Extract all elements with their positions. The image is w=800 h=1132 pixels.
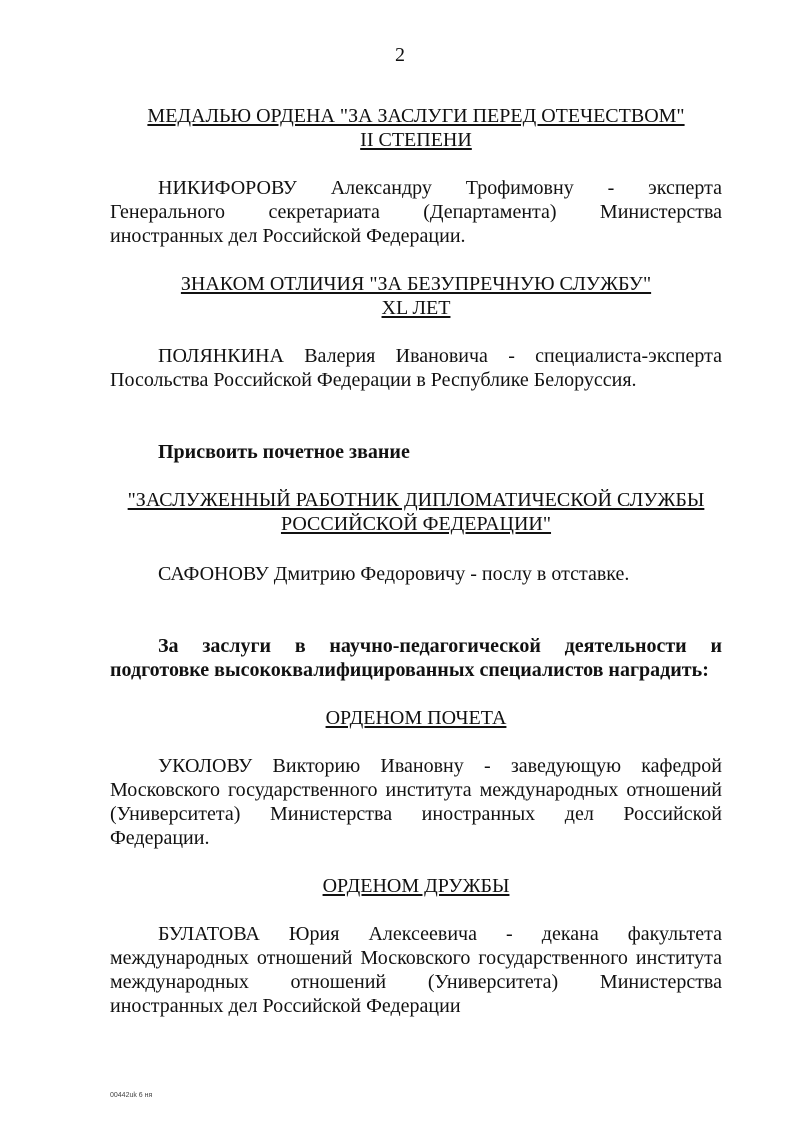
badge-recipient-paragraph: ПОЛЯНКИНА Валерия Ивановича - специалиста-эксперта Посольства Российской Федерации в Республике Белоруссия. <box>110 345 722 391</box>
title-heading-line2: РОССИЙСКОЙ ФЕДЕРАЦИИ" <box>280 513 552 535</box>
page-number: 2 <box>395 44 405 66</box>
badge-heading-line1: ЗНАКОМ ОТЛИЧИЯ "ЗА БЕЗУПРЕЧНУЮ СЛУЖБУ" <box>180 273 652 295</box>
title-recipient-paragraph: САФОНОВУ Дмитрию Федоровичу - послу в отставке. <box>158 563 630 585</box>
merit-intro: За заслуги в научно-педагогической деятельности и подготовке высококвалифицированных специалистов наградить: <box>110 635 722 681</box>
friendship-heading <box>110 874 722 898</box>
badge-heading-line2: XL ЛЕТ <box>381 297 451 319</box>
medal-heading <box>110 104 722 152</box>
title-intro: Присвоить почетное звание <box>158 441 410 463</box>
title-heading-line1: "ЗАСЛУЖЕННЫЙ РАБОТНИК ДИПЛОМАТИЧЕСКОЙ СЛУЖБЫ <box>127 489 705 511</box>
friendship-heading-text: ОРДЕНОМ ДРУЖБЫ <box>322 875 510 897</box>
badge-heading <box>110 272 722 320</box>
friendship-recipient-paragraph: БУЛАТОВА Юрия Алексеевича - декана факультета международных отношений Московского государственного института международных отношений (Университета) Министерства иностранных дел Российской Федерации <box>110 923 722 1017</box>
title-heading <box>110 488 722 536</box>
medal-recipient-paragraph: НИКИФОРОВУ Александру Трофимовну - эксперта Генерального секретариата (Департамента) Министерства иностранных дел Российской Федерации. <box>110 177 722 247</box>
medal-heading-line1: МЕДАЛЬЮ ОРДЕНА "ЗА ЗАСЛУГИ ПЕРЕД ОТЕЧЕСТВОМ" <box>147 105 685 127</box>
honor-heading-text: ОРДЕНОМ ПОЧЕТА <box>325 707 507 729</box>
honor-recipient-paragraph: УКОЛОВУ Викторию Ивановну - заведующую кафедрой Московского государственного института международных отношений (Университета) Министерства иностранных дел Российской Федерации. <box>110 755 722 849</box>
medal-heading-line2: II СТЕПЕНИ <box>360 129 472 151</box>
honor-heading <box>110 706 722 730</box>
footer-code: 00442uk 6 ня <box>110 1092 153 1099</box>
